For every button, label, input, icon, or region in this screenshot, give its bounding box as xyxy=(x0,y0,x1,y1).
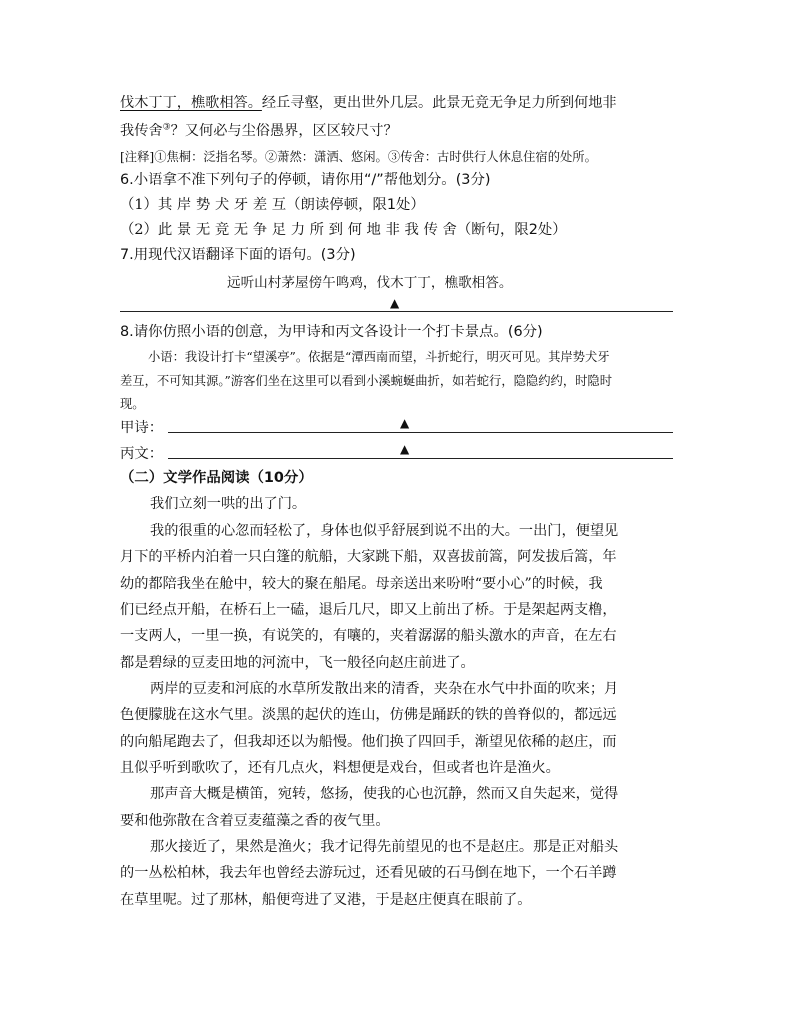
paragraph-line: 我们立刻一哄的出了门。 xyxy=(150,496,307,512)
paragraph-line: 两岸的豆麦和河底的水草所发散出来的清香，夹杂在水气中扑面的吹来；月 xyxy=(150,681,619,697)
paragraph-line: 幼的都陪我坐在舱中，较大的聚在船尾。母亲送出来吩咐“要小心”的时候，我 xyxy=(120,576,603,592)
paragraph-line: 都是碧绿的豆麦田地的河流中，飞一般径向赵庄前进了。 xyxy=(120,655,475,671)
example-line-2: 差互，不可知其源。”游客们坐在这里可以看到小溪蜿蜒曲折，如若蛇行，隐隐约约，时隐时 xyxy=(120,374,613,388)
answer-mark-bing: ▲ xyxy=(400,442,410,456)
section-2-heading: （二）文学作品阅读（10分） xyxy=(120,470,313,486)
passage-line-2 xyxy=(120,120,398,140)
bing-label: 丙文： xyxy=(120,446,164,462)
footnote-mark: ③ xyxy=(162,122,171,133)
paragraph-line: 色便朦胧在这水气里。淡黑的起伏的连山，仿佛是踊跃的铁的兽脊似的，都远远 xyxy=(120,707,617,723)
question-8-stem: 8.请你仿照小语的创意，为甲诗和丙文各设计一个打卡景点。(6分) xyxy=(120,324,543,340)
paragraph-line: 一支两人，一里一换，有说笑的，有嚷的，夹着潺潺的船头激水的声音，在左右 xyxy=(120,628,617,644)
item-note: （断句，限2处） xyxy=(456,222,567,238)
paragraph-line: 要和他弥散在含着豆麦蕴藻之香的夜气里。 xyxy=(120,813,390,829)
answer-mark-jia: ▲ xyxy=(400,416,410,430)
paragraph-line: 们已经点开船，在桥石上一磕，退后几尺，即又上前出了桥。于是架起两支橹， xyxy=(120,602,617,618)
item-text: （1）其 岸 势 犬 牙 差 互 xyxy=(120,197,287,213)
paragraph-line: 在草里呢。过了那林，船便弯进了叉港，于是赵庄便真在眼前了。 xyxy=(120,892,532,908)
item-text: （2）此 景 无 竞 无 争 足 力 所 到 何 地 非 我 传 舍 xyxy=(120,222,457,238)
answer-line-bing[interactable] xyxy=(168,458,673,459)
item-note: （朗读停顿，限1处） xyxy=(286,197,425,213)
answer-line-jia[interactable] xyxy=(168,432,673,433)
passage-text: ？又何必与尘俗愚界，区区较尺寸？ xyxy=(170,123,398,139)
question-6-item-1 xyxy=(120,193,425,214)
paragraph-line: 的向船尾跑去了，但我却还以为船慢。他们换了四回手，渐望见依稀的赵庄，而 xyxy=(120,734,617,750)
question-7-stem: 7.用现代汉语翻译下面的语句。(3分) xyxy=(120,247,356,263)
annotation: [注释]①焦桐：泛指名琴。②萧然：潇洒、悠闲。③传舍：古时供行人休息住宿的处所。 xyxy=(120,150,597,164)
underlined-phrase: 伐木丁丁，樵歌相答。 xyxy=(120,95,262,111)
paragraph-line: 的一丛松柏林，我去年也曾经去游玩过，还看见破的石马倒在地下，一个石羊蹲 xyxy=(120,865,617,881)
question-6-stem: 6.小语拿不准下列句子的停顿，请你用“/”帮他划分。(3分) xyxy=(120,172,491,188)
question-7-sentence: 远听山村茅屋傍午鸣鸡，伐木丁丁，樵歌相答。 xyxy=(227,275,513,291)
example-line-3: 现。 xyxy=(120,397,145,411)
passage-text: 我传舍 xyxy=(120,123,163,139)
answer-mark-q7: ▲ xyxy=(390,296,400,310)
paragraph-line: 那声音大概是横笛，宛转，悠扬，使我的心也沉静，然而又自失起来，觉得 xyxy=(150,786,619,802)
paragraph-line: 我的很重的心忽而轻松了，身体也似乎舒展到说不出的大。一出门，便望见 xyxy=(150,523,619,539)
paragraph-line: 且似乎听到歌吹了，还有几点火，料想便是戏台，但或者也许是渔火。 xyxy=(120,760,560,776)
question-6-item-2 xyxy=(120,218,567,239)
passage-text: 经丘寻壑，更出世外几层。此景无竞无争足力所到何地非 xyxy=(261,95,617,111)
paragraph-line: 那火接近了，果然是渔火；我才记得先前望见的也不是赵庄。那是正对船头 xyxy=(150,839,619,855)
answer-line-q7[interactable] xyxy=(120,311,673,312)
passage-line-1 xyxy=(120,92,617,112)
example-line-1: 小语：我设计打卡“望溪亭”。依据是“潭西南而望，斗折蛇行，明灭可见。其岸势犬牙 xyxy=(148,350,610,364)
jia-label: 甲诗： xyxy=(120,420,164,436)
paragraph-line: 月下的平桥内泊着一只白篷的航船，大家跳下船，双喜拔前篙，阿发拔后篙，年 xyxy=(120,549,617,565)
